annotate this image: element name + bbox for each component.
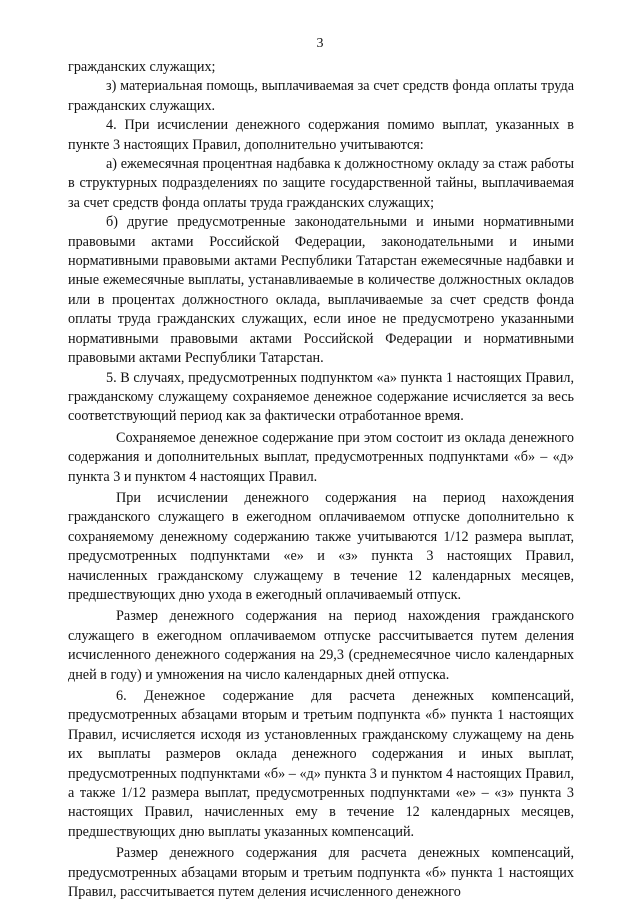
paragraph-item-a: а) ежемесячная процентная надбавка к должностному окладу за стаж работы в структурных подразделениях по защите государственной тайны, выплачиваемая за счет средств фонда оплаты труда гражданских служащих; (68, 156, 574, 211)
paragraph-continuation: гражданских служащих; (68, 59, 216, 75)
paragraph-compensation-size: Размер денежного содержания для расчета денежных компенсаций, предусмотренных абзацами вторым и третьим подпункта «б» пункта 1 настоящих Правил, рассчитывается путем деления исчисленного денежного (68, 845, 574, 901)
paragraph-section-5: 5. В случаях, предусмотренных подпунктом «а» пункта 1 настоящих Правил, гражданскому служащему сохраняемое денежное содержание исчисляется за весь соответствующий период как за фактически отработанное время. (68, 369, 574, 425)
paragraph-section-4: 4. При исчислении денежного содержания помимо выплат, указанных в пункте 3 настоящих Правил, дополнительно учитываются: (68, 117, 574, 153)
paragraph-section-6: 6. Денежное содержание для расчета денежных компенсаций, предусмотренных абзацами вторым и третьим подпункта «б» пункта 1 настоящих Правил, исчисляется исходя из установленных гражданскому служащему на день их выплаты размеров оклада денежного содержания и иных выплат, предусмотренных подпунктами «б» – «д» пункта 3 и пунктом 4 настоящих Правил, а также 1/12 размера выплат, предусмотренных подпунктами «е» – «з» пункта 3 настоящих Правил, начисленных ему в течение 12 календарных месяцев, предшествующих дню выплаты указанных компенсаций. (68, 688, 574, 840)
paragraph-vacation-size: Размер денежного содержания на период нахождения гражданского служащего в ежегодном оплачиваемом отпуске рассчитывается путем деления исчисленного денежного содержания на 29,3 (среднемесячное число календарных дней в году) и умножения на число календарных дней отпуска. (68, 608, 574, 683)
paragraph-item-b: б) другие предусмотренные законодательными и иными нормативными правовыми актами Российской Федерации, законодательными и иными нормативными правовыми актами Республики Татарстан ежемесячные надбавки и иные ежемесячные выплаты, устанавливаемые в количестве должностных окладов или в процентах должностного оклада, выплачиваемые за счет средств фонда оплаты труда гражданских служащих, если иное не предусмотрено указанными нормативными правовыми актами Российской Федерации и нормативными правовыми актами Республики Татарстан. (68, 214, 574, 367)
paragraph-vacation-calc: При исчислении денежного содержания на период нахождения гражданского служащего в ежегодном оплачиваемом отпуске дополнительно к сохраняемому денежному содержанию также учитываются 1/12 размера выплат, предусмотренных подпунктами «е» и «з» пункта 3 настоящих Правил, начисленных гражданскому служащему в течение 12 календарных месяцев, предшествующих дню ухода в ежегодный оплачиваемый отпуск. (68, 489, 574, 603)
page-number: 3 (316, 36, 324, 51)
document-body (68, 58, 574, 902)
paragraph-item-z: з) материальная помощь, выплачиваемая за счет средств фонда оплаты труда гражданских служащих. (68, 78, 574, 114)
paragraph-retained-pay: Сохраняемое денежное содержание при этом состоит из оклада денежного содержания и дополнительных выплат, предусмотренных подпунктами «б» – «д» пункта 3 и пунктом 4 настоящих Правил. (68, 429, 574, 485)
